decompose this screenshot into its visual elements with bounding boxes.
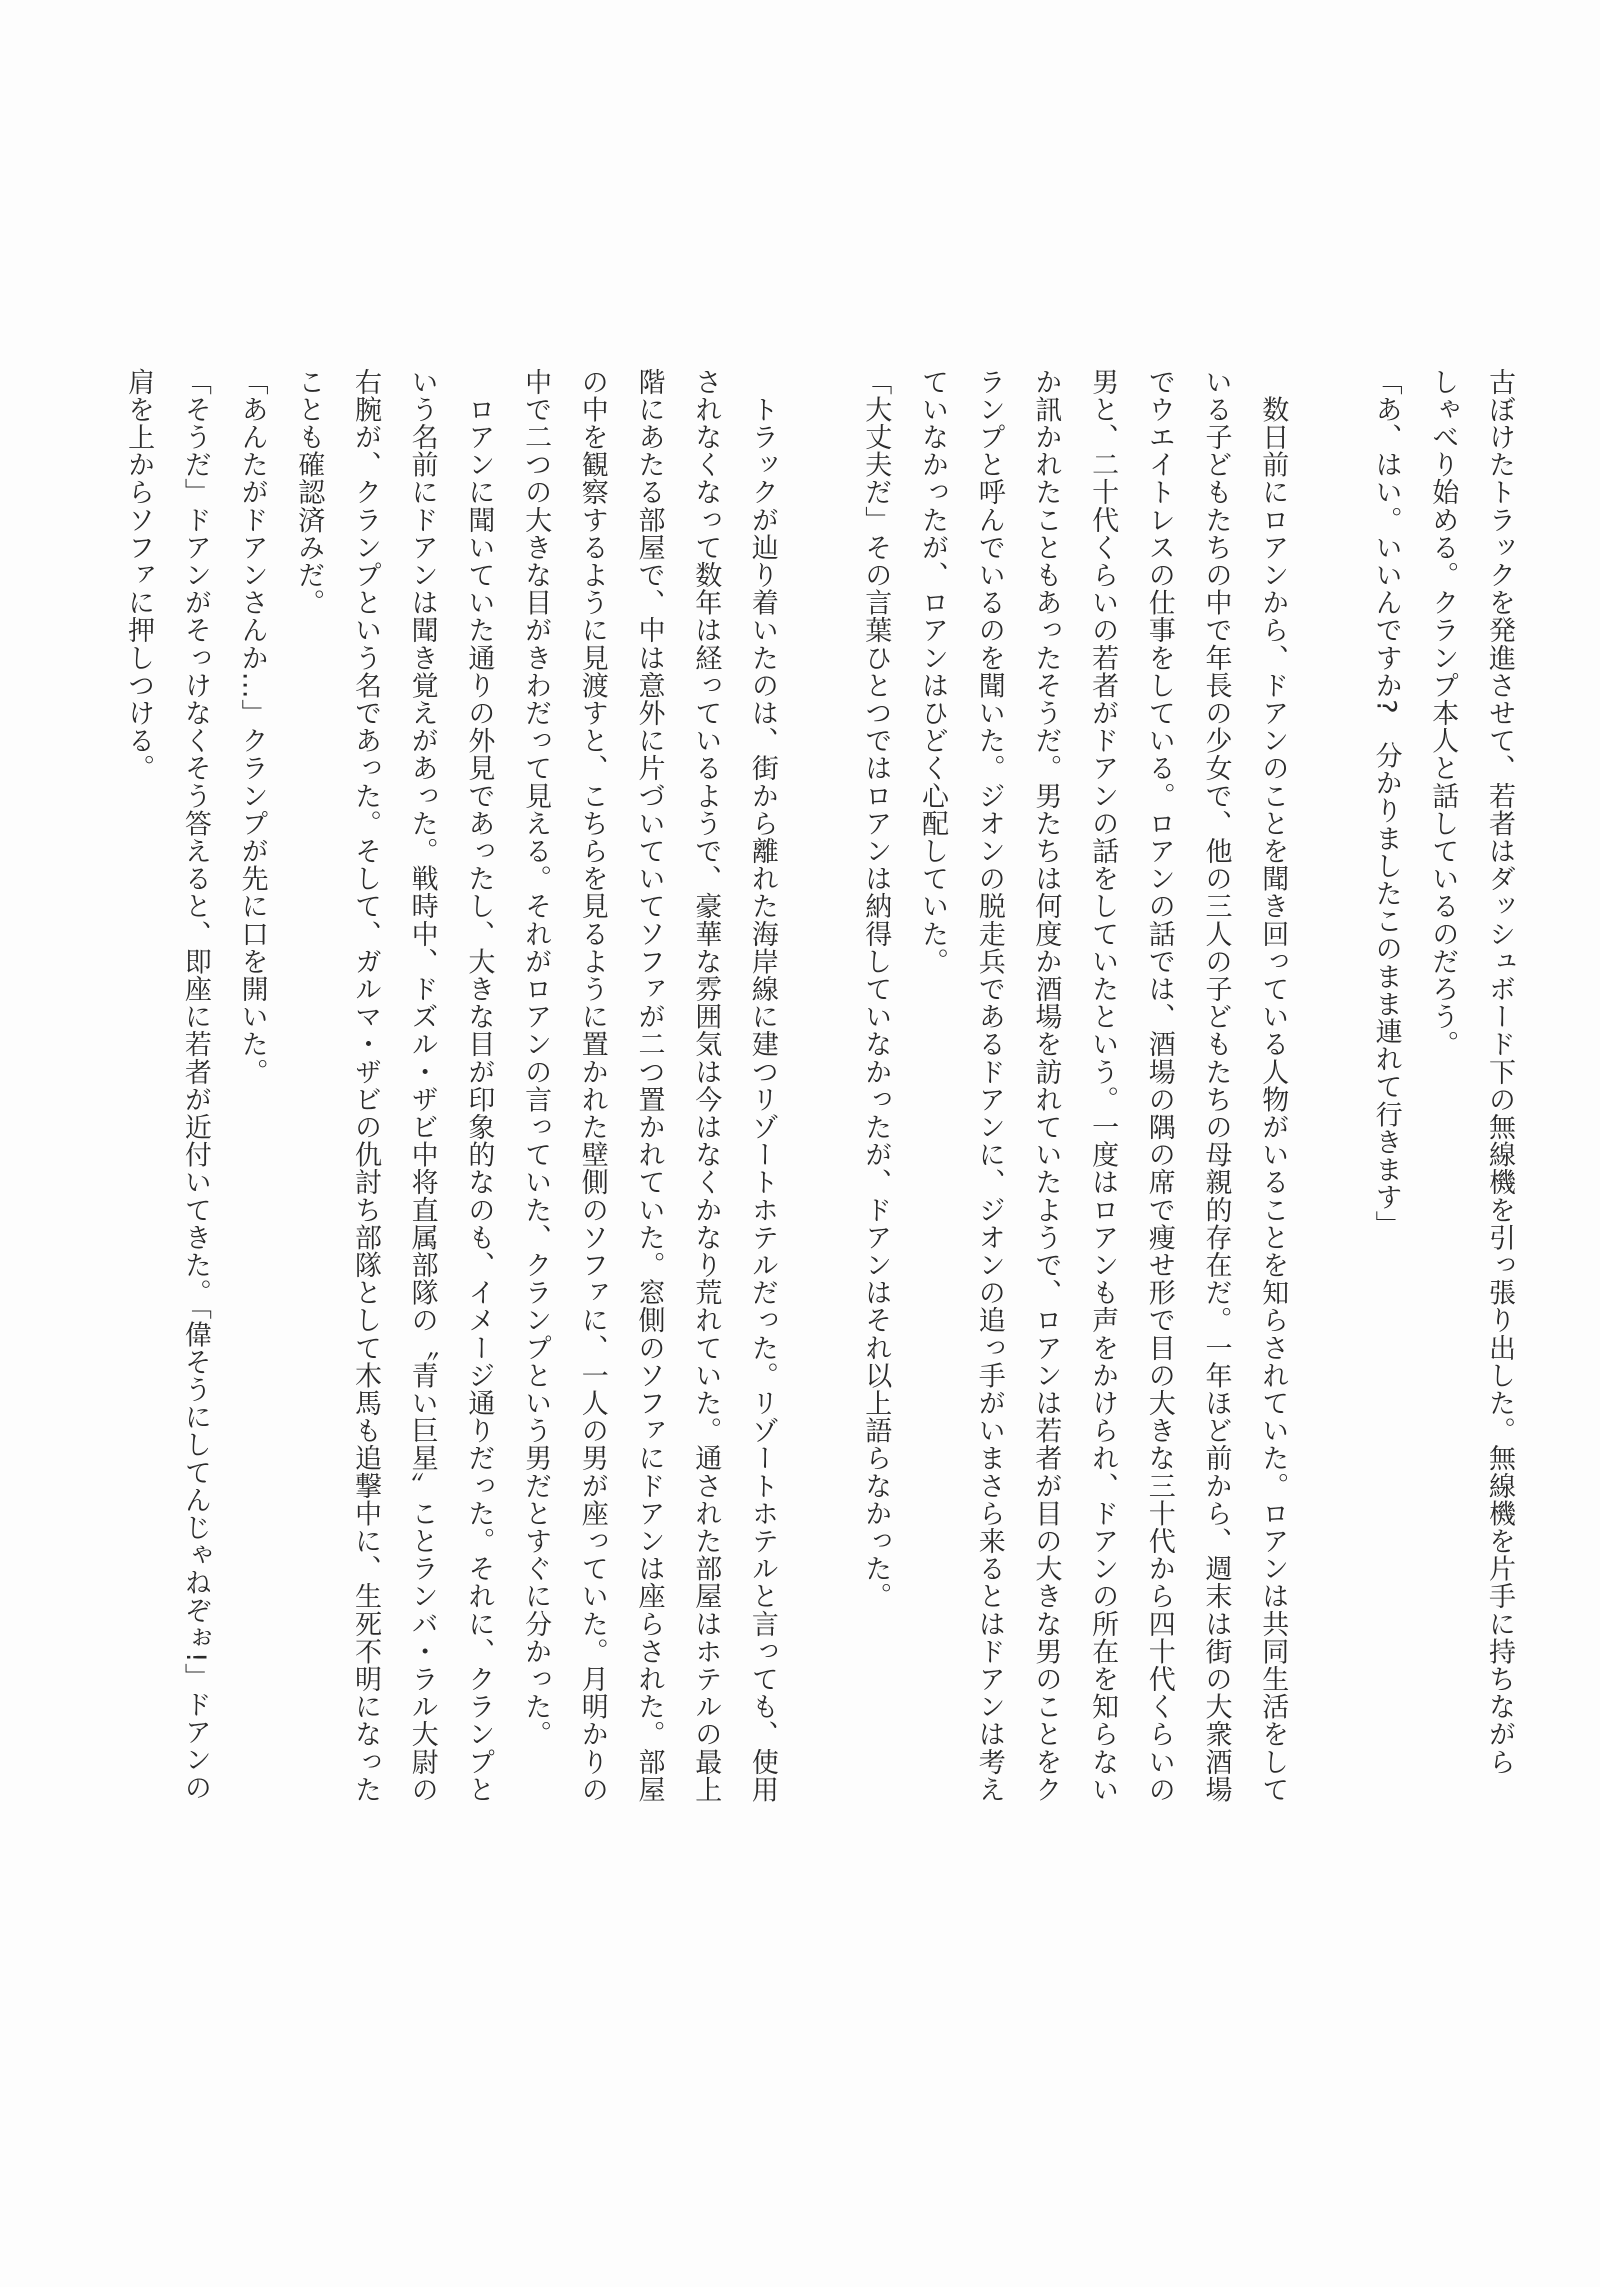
text-line: ことも確認済みだ。 [293,368,325,617]
text-line: トラックが辿り着いたのは、街から離れた海岸線に建つリゾートホテルだった。リゾートホテルと言っても、使用 [746,368,778,1804]
text-line: ランプと呼んでいるのを聞いた。ジオンの脱走兵であるドアンに、ジオンの追っ手がいまさら来るとはドアンは考え [973,368,1005,1804]
vertical-text-body [109,368,1527,1828]
text-line: 中で二つの大きな目がきわだって見える。それがロアンの言っていた、クランプという男だとすぐに分かった。 [520,368,552,1748]
text-line: 肩を上からソファに押しつける。 [123,368,155,782]
text-line: 階にあたる部屋で、中は意外に片づいていてソファが二つ置かれていた。窓側のソファにドアンは座らされた。部屋 [633,368,665,1804]
text-line: か訊かれたこともあったそうだ。男たちは何度か酒場を訪れていたようで、ロアンは若者が目の大きな男のことをク [1030,368,1062,1804]
text-line: 右腕が、クランプという名であった。そして、ガルマ・ザビの仇討ち部隊として木馬も追撃中に、生死不明になった [349,368,381,1804]
text-line: 「あ、はい。いいんですか? 分かりましたこのまま連れて行きます」 [1370,368,1402,1239]
text-line: ロアンに聞いていた通りの外見であったし、大きな目が印象的なのも、イメージ通りだった。それに、クランプと [463,368,495,1804]
blank-line [790,368,847,1828]
text-line: いる子どもたちの中で年長の少女で、他の三人の子どもたちの母親的存在だ。一年ほど前から、週末は街の大衆酒場 [1200,368,1232,1804]
text-line: しゃべり始める。クランプ本人と話しているのだろう。 [1427,368,1459,1058]
text-line: ていなかったが、ロアンはひどく心配していた。 [916,368,948,976]
text-line: 古ぼけたトラックを発進させて、若者はダッシュボード下の無線機を引っ張り出した。無線機を片手に持ちながら [1484,368,1515,1776]
text-line: 「そうだ」ドアンがそっけなくそう答えると、即座に若者が近付いてきた。「偉そうにしてんじゃねぞぉ!」ドアンの [179,368,211,1802]
text-line: されなくなって数年は経っているようで、豪華な雰囲気は今はなくかなり荒れていた。通された部屋はホテルの最上 [690,368,722,1804]
text-line: でウエイトレスの仕事をしている。ロアンの話では、酒場の隅の席で痩せ形で目の大きな三十代から四十代くらいの [1143,368,1175,1804]
text-line: 「あんたがドアンさんか…」クランプが先に口を開いた。 [236,368,268,1086]
blank-line [1300,368,1357,1828]
text-line: 男と、二十代くらいの若者がドアンの話をしていたという。一度はロアンも声をかけられ、ドアンの所在を知らない [1087,368,1119,1804]
text-line: の中を観察するように見渡すと、こちらを見るように置かれた壁側のソファに、一人の男が座っていた。月明かりの [576,368,608,1804]
text-line: 「大丈夫だ」その言葉ひとつではロアンは納得していなかったが、ドアンはそれ以上語らなかった。 [860,368,892,1610]
text-line: いう名前にドアンは聞き覚えがあった。戦時中、ドズル・ザビ中将直属部隊の〝青い巨星〟ことランバ・ラル大尉の [406,368,438,1804]
text-line: 数日前にロアンから、ドアンのことを聞き回っている人物がいることを知らされていた。ロアンは共同生活をして [1257,368,1289,1804]
